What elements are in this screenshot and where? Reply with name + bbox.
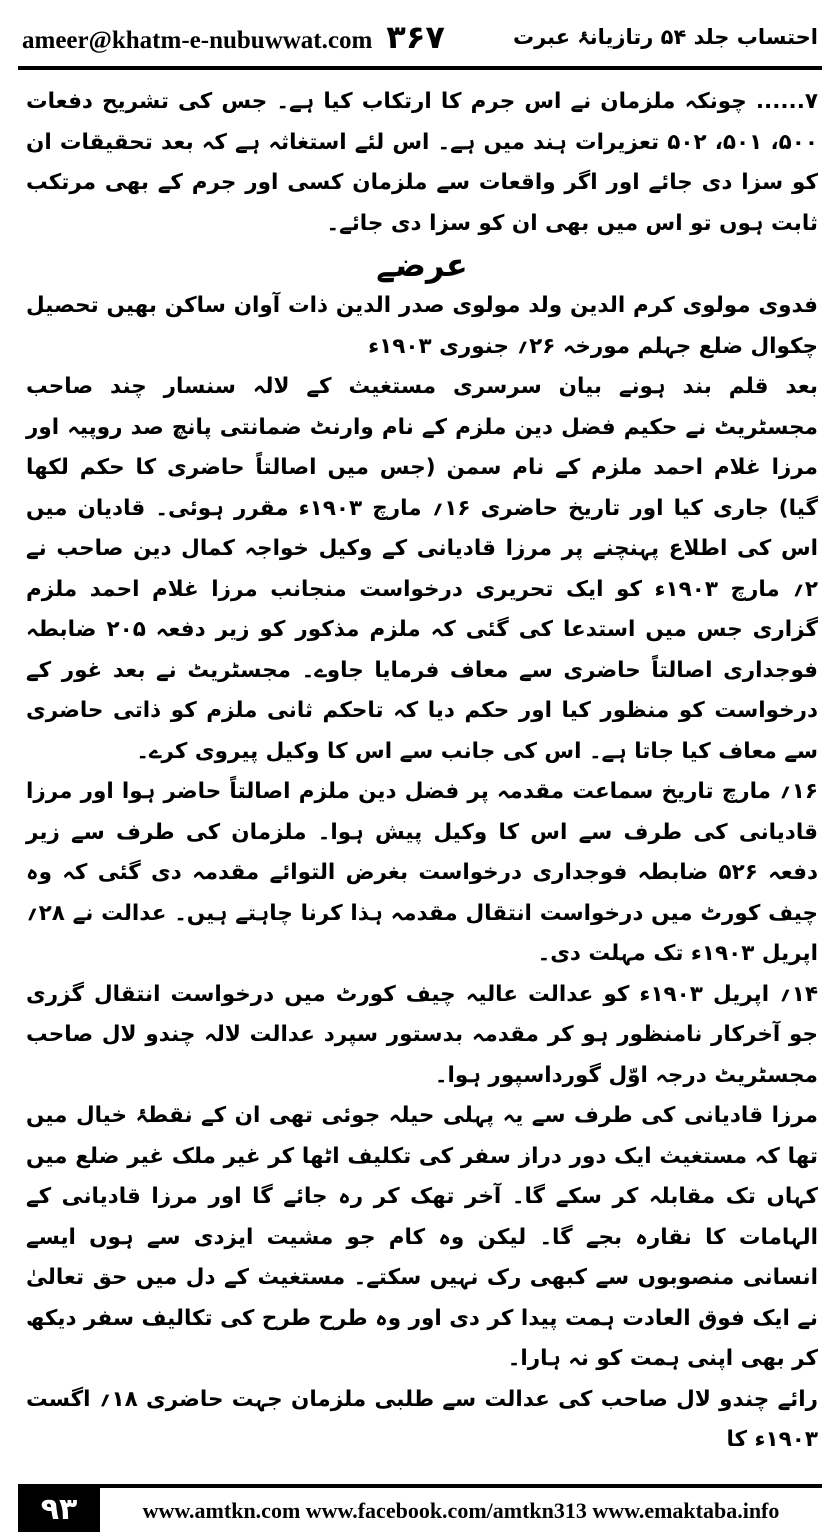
- section-heading: عرضے: [376, 246, 468, 284]
- header-page-number: ۳۶۷: [386, 18, 445, 56]
- paragraph-hearing: ۱۶؍ مارچ تاریخ سماعت مقدمہ پر فضل دین ملزم اصالتاً حاضر ہوا اور مرزا قادیانی کی طرف سے اس کا وکیل پیش ہوا۔ ملزمان کی طرف سے زیر دفعہ ۵۲۶ ضابطہ فوجداری درخواست بغرض التوائے مقدمہ دی گئی کہ وہ چیف کورٹ میں درخواست انتقال مقدمہ ہذا کرنا چاہتے ہیں۔ عدالت نے ۲۸؍ اپریل ۱۹۰۳ء تک مہلت دی۔: [26, 779, 818, 966]
- page-body: [26, 82, 818, 1461]
- page-header: [22, 10, 818, 64]
- header-divider: [18, 66, 822, 70]
- header-email: ameer@khatm-e-nubuwwat.com: [22, 27, 373, 54]
- header-left: [22, 18, 445, 56]
- header-book-title: احتساب جلد ۵۴ رتازیانۂ عبرت: [513, 25, 818, 49]
- paragraph-stratagem: مرزا قادیانی کی طرف سے یہ پہلی حیلہ جوئی تھی ان کے نقطۂ خیال میں تھا کہ مستغیث ایک دور دراز سفر کی تکلیف اٹھا کر غیر ملک غیر ضلع میں کہاں تک مقابلہ کر سکے گا۔ آخر تھک کر رہ جائے گا اور مرزا قادیانی کے الہامات کا نقارہ بجے گا۔ لیکن وہ کام جو مشیت ایزدی سے ہوں ایسے انسانی منصوبوں سے کبھی رک نہیں سکتے۔ مستغیث کے دل میں حق تعالیٰ نے ایک فوق العادت ہمت پیدا کر دی اور وہ طرح طرح کی تکالیف سفر دیکھ کر بھی اپنی ہمت کو نہ ہارا۔: [26, 1103, 818, 1371]
- page-footer: [18, 1484, 822, 1534]
- paragraph-petitioner: فدوی مولوی کرم الدین ولد مولوی صدر الدین ذات آوان ساکن بھیں تحصیل چکوال ضلع جہلم مورخہ ۲۶؍ جنوری ۱۹۰۳ء: [26, 293, 818, 359]
- paragraph-transfer: ۱۴؍ اپریل ۱۹۰۳ء کو عدالت عالیہ چیف کورٹ میں درخواست انتقال گزری جو آخرکار نامنظور ہو کر مقدمہ بدستور سپرد عدالت لالہ چندو لال صاحب مجسٹریٹ درجہ اوّل گورداسپور ہوا۔: [26, 981, 819, 1088]
- footer-links: www.amtkn.com www.facebook.com/amtkn313 www.emaktaba.info: [142, 1498, 780, 1523]
- paragraph-summons: بعد قلم بند ہونے بیان سرسری مستغیث کے لالہ سنسار چند صاحب مجسٹریٹ نے حکیم فضل دین ملزم کے نام وارنٹ ضمانتی پانچ صد روپیہ اور مرزا غلام احمد ملزم کے نام سمن (جس میں اصالتاً حاضری کا حکم لکھا گیا) جاری کیا اور تاریخ حاضری ۱۶؍ مارچ ۱۹۰۳ء مقرر ہوئی۔ قادیان میں اس کی اطلاع پہنچنے پر مرزا قادیانی کے وکیل خواجہ کمال دین صاحب نے ۲؍ مارچ ۱۹۰۳ء کو ایک تحریری درخواست منجانب مرزا غلام احمد ملزم گزاری جس میں استدعا کی گئی کہ ملزم مذکور کو زیر دفعہ ۲۰۵ ضابطہ فوجداری اصالتاً حاضری سے معاف فرمایا جاوے۔ مجسٹریٹ نے بعد غور کے درخواست کو منظور کیا اور حکم دیا کہ تاحکم ثانی ملزم کو ذاتی حاضری سے معاف کیا جاتا ہے۔ اس کی جانب سے اس کا وکیل پیروی کرے۔: [26, 374, 819, 764]
- paragraph-closing: رائے چندو لال صاحب کی عدالت سے طلبی ملزمان جہت حاضری ۱۸؍ اگست ۱۹۰۳ء کا: [26, 1386, 818, 1452]
- footer-page-number: ۹۳: [18, 1486, 100, 1532]
- paragraph-charges: ۷...... چونکہ ملزمان نے اس جرم کا ارتکاب کیا ہے۔ جس کی تشریح دفعات ۵۰۰، ۵۰۱، ۵۰۲ تعزیرات ہند میں ہے۔ اس لئے استغاثہ ہے کہ بعد تحقیقات ان کو سزا دی جائے اور اگر واقعات سے ملزمان کسی اور جرم کے بھی مرتکب ثابت ہوں تو اس میں بھی ان کو سزا دی جائے۔: [26, 89, 818, 236]
